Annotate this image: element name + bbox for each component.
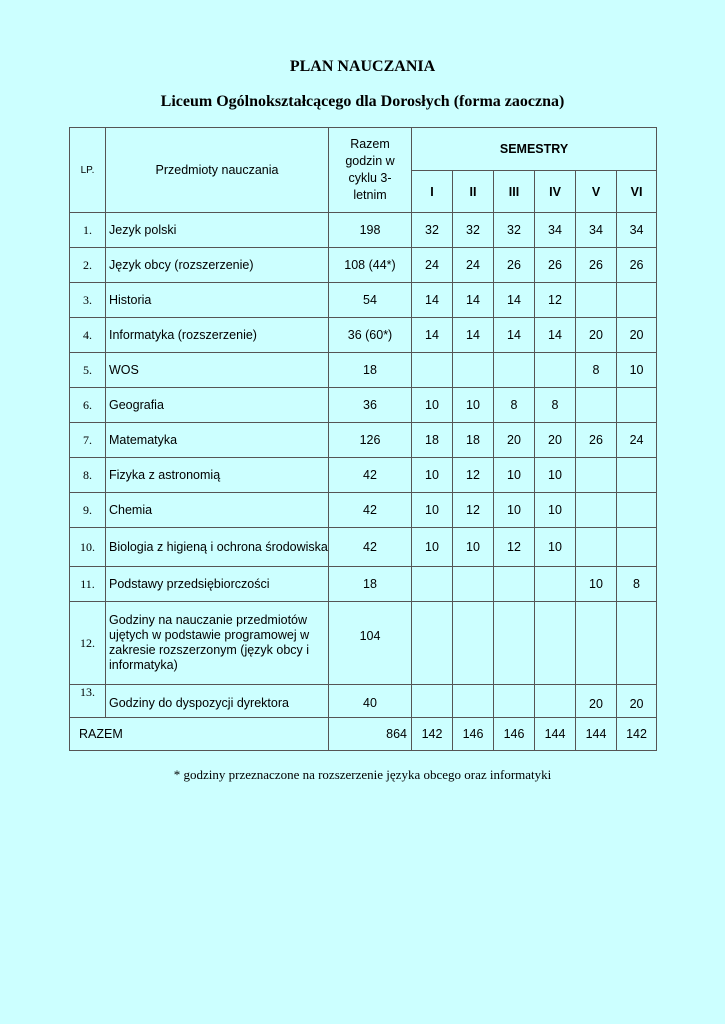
curriculum-table — [69, 127, 657, 751]
row-lp: 9. — [70, 493, 106, 528]
row-semester-4 — [535, 602, 576, 685]
row-total: 198 — [329, 213, 412, 248]
row-semester-2 — [453, 353, 494, 388]
row-semester-4: 26 — [535, 248, 576, 283]
row-subject: Informatyka (rozszerzenie) — [106, 318, 329, 353]
summary-semester-5: 144 — [576, 718, 617, 751]
row-total: 36 — [329, 388, 412, 423]
summary-semester-2: 146 — [453, 718, 494, 751]
row-subject: WOS — [106, 353, 329, 388]
row-semester-2: 10 — [453, 388, 494, 423]
row-semester-3: 14 — [494, 283, 535, 318]
row-semester-2: 24 — [453, 248, 494, 283]
row-semester-6: 10 — [617, 353, 657, 388]
row-lp: 4. — [70, 318, 106, 353]
row-semester-4: 20 — [535, 423, 576, 458]
header-semester-1: I — [412, 171, 453, 213]
row-lp: 7. — [70, 423, 106, 458]
row-semester-5 — [576, 493, 617, 528]
row-semester-2: 18 — [453, 423, 494, 458]
table-row — [70, 388, 657, 423]
table-row — [70, 423, 657, 458]
page-subtitle: Liceum Ogólnokształcącego dla Dorosłych (forma zaoczna) — [160, 93, 565, 110]
header-semester-2: II — [453, 171, 494, 213]
row-lp: 2. — [70, 248, 106, 283]
row-semester-6 — [617, 493, 657, 528]
row-semester-1: 14 — [412, 318, 453, 353]
row-semester-4: 14 — [535, 318, 576, 353]
table-row — [70, 248, 657, 283]
row-semester-1: 18 — [412, 423, 453, 458]
row-semester-5: 34 — [576, 213, 617, 248]
row-semester-4: 10 — [535, 493, 576, 528]
row-lp: 3. — [70, 283, 106, 318]
header-semesters: SEMESTRY — [412, 128, 657, 171]
row-subject: Chemia — [106, 493, 329, 528]
row-semester-3 — [494, 567, 535, 602]
row-semester-6 — [617, 528, 657, 567]
footnote: * godziny przeznaczone na rozszerzenie języka obcego oraz informatyki — [173, 767, 552, 782]
summary-semester-4: 144 — [535, 718, 576, 751]
row-total: 42 — [329, 528, 412, 567]
row-semester-3: 20 — [494, 423, 535, 458]
row-semester-5 — [576, 602, 617, 685]
row-semester-1: 10 — [412, 493, 453, 528]
row-semester-1 — [412, 353, 453, 388]
row-lp: 10. — [70, 528, 106, 567]
table-row — [70, 353, 657, 388]
row-semester-6: 20 — [617, 685, 657, 718]
row-semester-6: 26 — [617, 248, 657, 283]
header-semester-6: VI — [617, 171, 657, 213]
row-semester-4: 12 — [535, 283, 576, 318]
row-semester-1: 24 — [412, 248, 453, 283]
table-row — [70, 528, 657, 567]
row-total: 18 — [329, 567, 412, 602]
row-semester-4: 10 — [535, 458, 576, 493]
row-semester-1 — [412, 685, 453, 718]
row-semester-5 — [576, 528, 617, 567]
row-semester-5: 10 — [576, 567, 617, 602]
row-lp: 1. — [70, 213, 106, 248]
row-total: 42 — [329, 493, 412, 528]
row-lp: 13. — [70, 685, 106, 718]
row-subject: Biologia z higieną i ochrona środowiska — [106, 528, 329, 567]
row-semester-3: 10 — [494, 458, 535, 493]
row-semester-6 — [617, 458, 657, 493]
summary-total: 864 — [329, 718, 412, 751]
row-semester-6: 24 — [617, 423, 657, 458]
row-semester-5: 26 — [576, 248, 617, 283]
row-semester-5: 20 — [576, 685, 617, 718]
row-semester-5 — [576, 283, 617, 318]
row-subject: Podstawy przedsiębiorczości — [106, 567, 329, 602]
row-semester-5: 26 — [576, 423, 617, 458]
row-semester-6 — [617, 602, 657, 685]
row-semester-3: 14 — [494, 318, 535, 353]
header-subject: Przedmioty nauczania — [106, 128, 329, 213]
row-semester-1: 10 — [412, 528, 453, 567]
row-total: 126 — [329, 423, 412, 458]
header-semester-5: V — [576, 171, 617, 213]
row-semester-4 — [535, 567, 576, 602]
table-row — [70, 567, 657, 602]
row-semester-4 — [535, 685, 576, 718]
summary-semester-6: 142 — [617, 718, 657, 751]
row-total: 40 — [329, 685, 412, 718]
row-semester-3: 10 — [494, 493, 535, 528]
summary-semester-3: 146 — [494, 718, 535, 751]
row-lp: 12. — [70, 602, 106, 685]
row-subject: Geografia — [106, 388, 329, 423]
row-total: 54 — [329, 283, 412, 318]
row-subject: Fizyka z astronomią — [106, 458, 329, 493]
row-semester-3: 32 — [494, 213, 535, 248]
row-semester-1: 10 — [412, 388, 453, 423]
row-semester-3 — [494, 602, 535, 685]
row-semester-4: 10 — [535, 528, 576, 567]
row-semester-3: 8 — [494, 388, 535, 423]
row-total: 42 — [329, 458, 412, 493]
row-semester-1 — [412, 567, 453, 602]
table-row — [70, 493, 657, 528]
row-semester-4: 8 — [535, 388, 576, 423]
row-semester-3: 26 — [494, 248, 535, 283]
table-row — [70, 318, 657, 353]
row-subject: Język obcy (rozszerzenie) — [106, 248, 329, 283]
row-subject: Jezyk polski — [106, 213, 329, 248]
row-semester-4: 34 — [535, 213, 576, 248]
row-semester-3 — [494, 685, 535, 718]
row-semester-3: 12 — [494, 528, 535, 567]
row-semester-2: 10 — [453, 528, 494, 567]
row-semester-6 — [617, 283, 657, 318]
row-semester-1: 14 — [412, 283, 453, 318]
header-semester-4: IV — [535, 171, 576, 213]
row-semester-1: 10 — [412, 458, 453, 493]
page-title: PLAN NAUCZANIA — [289, 58, 436, 75]
row-semester-2 — [453, 567, 494, 602]
row-semester-5 — [576, 458, 617, 493]
row-semester-5 — [576, 388, 617, 423]
row-lp: 8. — [70, 458, 106, 493]
row-lp: 5. — [70, 353, 106, 388]
summary-label: RAZEM — [70, 718, 329, 751]
row-total: 36 (60*) — [329, 318, 412, 353]
header-lp: LP. — [70, 128, 106, 213]
row-semester-3 — [494, 353, 535, 388]
summary-semester-1: 142 — [412, 718, 453, 751]
row-semester-6: 20 — [617, 318, 657, 353]
row-lp: 11. — [70, 567, 106, 602]
row-semester-2 — [453, 685, 494, 718]
row-semester-2: 14 — [453, 283, 494, 318]
summary-row — [70, 718, 657, 751]
row-total: 108 (44*) — [329, 248, 412, 283]
row-lp: 6. — [70, 388, 106, 423]
row-semester-6: 34 — [617, 213, 657, 248]
header-semester-3: III — [494, 171, 535, 213]
table-row — [70, 458, 657, 493]
row-subject: Godziny na nauczanie przedmiotów ujętych w podstawie programowej w zakresie rozszerzonym (język obcy i informatyka) — [106, 602, 329, 685]
row-semester-2: 12 — [453, 458, 494, 493]
table-row — [70, 685, 657, 718]
row-semester-5: 8 — [576, 353, 617, 388]
table-row — [70, 283, 657, 318]
row-semester-2: 12 — [453, 493, 494, 528]
row-semester-6 — [617, 388, 657, 423]
row-semester-4 — [535, 353, 576, 388]
row-semester-2: 32 — [453, 213, 494, 248]
table-row — [70, 602, 657, 685]
row-semester-2 — [453, 602, 494, 685]
row-subject: Godziny do dyspozycji dyrektora — [106, 685, 329, 718]
row-total: 18 — [329, 353, 412, 388]
row-semester-6: 8 — [617, 567, 657, 602]
header-total: Razem godzin w cyklu 3-letnim — [329, 128, 412, 213]
row-semester-5: 20 — [576, 318, 617, 353]
row-semester-1: 32 — [412, 213, 453, 248]
row-total: 104 — [329, 602, 412, 685]
row-subject: Matematyka — [106, 423, 329, 458]
table-row — [70, 213, 657, 248]
row-semester-2: 14 — [453, 318, 494, 353]
row-subject: Historia — [106, 283, 329, 318]
row-semester-1 — [412, 602, 453, 685]
